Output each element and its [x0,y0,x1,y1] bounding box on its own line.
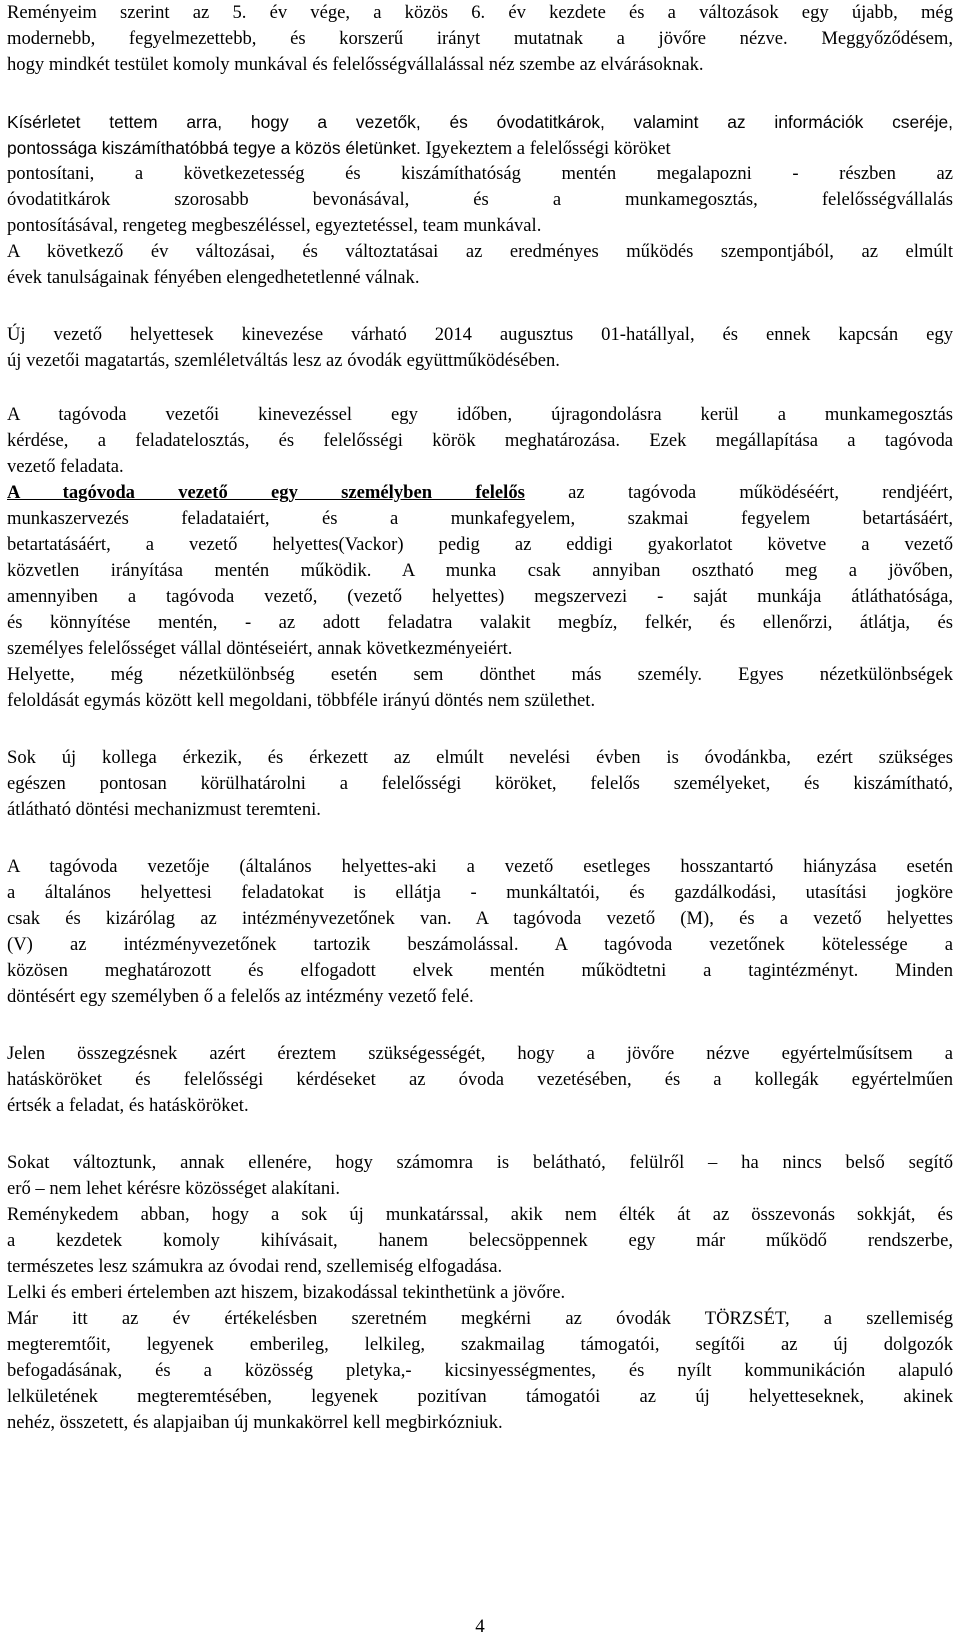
text-line: Reményeim szerint az 5. év vége, a közös 6. év kezdete és a változások egy újabb, még [7,2,953,23]
text-line: feloldását egymás között kell megoldani, többféle irányú döntés nem születhet. [7,690,596,711]
text-line: személyes felelősséget vállal döntéseiért, annak következményeiért. [7,638,513,659]
text-line: A tagóvoda vezetője (általános helyettes-aki a vezető esetleges hosszantartó hiányzása esetén [7,856,953,877]
text-line: közösen meghatározott és elfogadott elvek mentén működtetni a tagintézményt. Minden [7,960,953,981]
text-span: az tagóvoda működéséért, rendjéért, [568,482,953,503]
text-line: amennyiben a tagóvoda vezető, (vezető helyettes) megszervezi - saját munkája átláthatósága, [7,586,953,607]
text-line: közvetlen irányítása mentén működik. A munka csak annyiban osztható meg a jövőben, [7,560,953,581]
text-span: Igyekeztem a felelősségi köröket [425,138,671,159]
text-line: átlátható döntési mechanizmust teremteni. [7,799,321,820]
text-line-mixed [7,480,953,506]
text-line: pontosításával, rengeteg megbeszéléssel, egyeztetéssel, team munkával. [7,215,542,236]
text-line: döntésért egy személyben ő a felelős az intézmény vezető felé. [7,986,474,1007]
text-line: és könnyítése mentén, - az adott feladatra valakit megbíz, felkér, és ellenőrzi, átlátja, és [7,612,953,633]
text-line: vezető feladata. [7,456,124,477]
text-line: betartatásáért, a vezető helyettes(Vackor) pedig az eddigi gyakorlatot követve a vezető [7,534,953,555]
text-line: Lelki és emberi értelemben azt hiszem, bizakodással tekinthetünk a jövőre. [7,1282,566,1303]
text-line: egészen pontosan körülhatárolni a felelősségi köröket, felelős személyeket, és kiszámítható, [7,773,953,794]
text-line: természetes lesz számukra az óvodai rend, szellemiség elfogadása. [7,1256,503,1277]
text-line: munkaszervezés feladataiért, és a munkafegyelem, szakmai fegyelem betartásáért, [7,508,953,529]
text-line: óvodatitkárok szorosabb bevonásával, és a munkamegosztás, felelősségvállalás [7,189,953,210]
text-line: befogadásának, és a közösség pletyka,- kicsinyességmentes, és nyílt kommunikáción alapuló [7,1360,953,1381]
text-line: új vezetői magatartás, szemléletváltás lesz az óvodák együttműködésében. [7,350,560,371]
text-line: modernebb, fegyelmezettebb, és korszerű irányt mutatnak a jövőre nézve. Meggyőződésem, [7,28,953,49]
text-line: Reménykedem abban, hogy a sok új munkatárssal, akik nem élték át az összevonás sokkját, és [7,1204,953,1225]
text-span: pontossága kiszámíthatóbbá tegye a közös életünket. [7,138,421,158]
text-line-mixed [7,135,953,162]
text-line: nehéz, összetett, és alapjaiban új munkakörrel kell megbirkózniuk. [7,1412,503,1433]
page-number: 4 [475,1616,485,1637]
text-line: (V) az intézményvezetőnek tartozik beszámolással. A tagóvoda vezetőnek kötelessége a [7,934,953,955]
text-line: hogy mindkét testület komoly munkával és felelősségvállalással néz szembe az elvárásoknak. [7,54,704,75]
text-line: Már itt az év értékelésben szeretném megkérni az óvodák TÖRZSÉT, a szellemiség [7,1308,953,1329]
text-line: csak és kizárólag az intézményvezetőnek van. A tagóvoda vezető (M), és a vezető helyettes [7,908,953,929]
text-line: hatásköröket és felelősségi kérdéseket az óvoda vezetésében, és a kollegák egyértelműen [7,1069,953,1090]
text-line: lelkületének megteremtésében, legyenek pozitívan támogatói az új helyetteseknek, akinek [7,1386,953,1407]
text-line: Sokat változtunk, annak ellenére, hogy számomra is belátható, felülről – ha nincs belső segítő [7,1152,953,1173]
text-line: Helyette, még nézetkülönbség esetén sem dönthet más személy. Egyes nézetkülönbségek [7,664,953,685]
text-line: Új vezető helyettesek kinevezése várható 2014 augusztus 01-hatállyal, és ennek kapcsán egy [7,324,953,345]
text-line: értsék a feladat, és hatásköröket. [7,1095,249,1116]
text-line: kérdése, a feladatelosztás, és felelősségi körök meghatározása. Ezek megállapítása a tagóvoda [7,430,953,451]
text-line: a általános helyettesi feladatokat is ellátja - munkáltatói, és gazdálkodási, utasítási jogköre [7,882,953,903]
text-line: erő – nem lehet kérésre közösséget alakítani. [7,1178,340,1199]
text-line: a kezdetek komoly kihívásait, hanem belecsöppennek egy már működő rendszerbe, [7,1230,953,1251]
text-line: A következő év változásai, és változtatásai az eredményes működés szempontjából, az elmúlt [7,241,953,262]
text-line: pontosítani, a következetesség és kiszámíthatóság mentén megalapozni - részben az [7,163,953,184]
text-line: Kísérletet tettem arra, hogy a vezetők, és óvodatitkárok, valamint az információk cseréje, [7,112,953,132]
text-line: megteremtőit, legyenek emberileg, lelkileg, szakmailag támogatói, segítői az új dolgozók [7,1334,953,1355]
text-line: Jelen összegzésnek azért éreztem szükségességét, hogy a jövőre nézve egyértelműsítsem a [7,1043,953,1064]
text-line: Sok új kollega érkezik, és érkezett az elmúlt nevelési évben is óvodánkba, ezért szükséges [7,747,953,768]
bold-phrase: A tagóvoda vezető egy személyben felelős [7,482,525,503]
text-line: évek tanulságainak fényében elengedhetetlenné válnak. [7,267,420,288]
text-line: A tagóvoda vezetői kinevezéssel egy időben, újragondolásra kerül a munkamegosztás [7,404,953,425]
